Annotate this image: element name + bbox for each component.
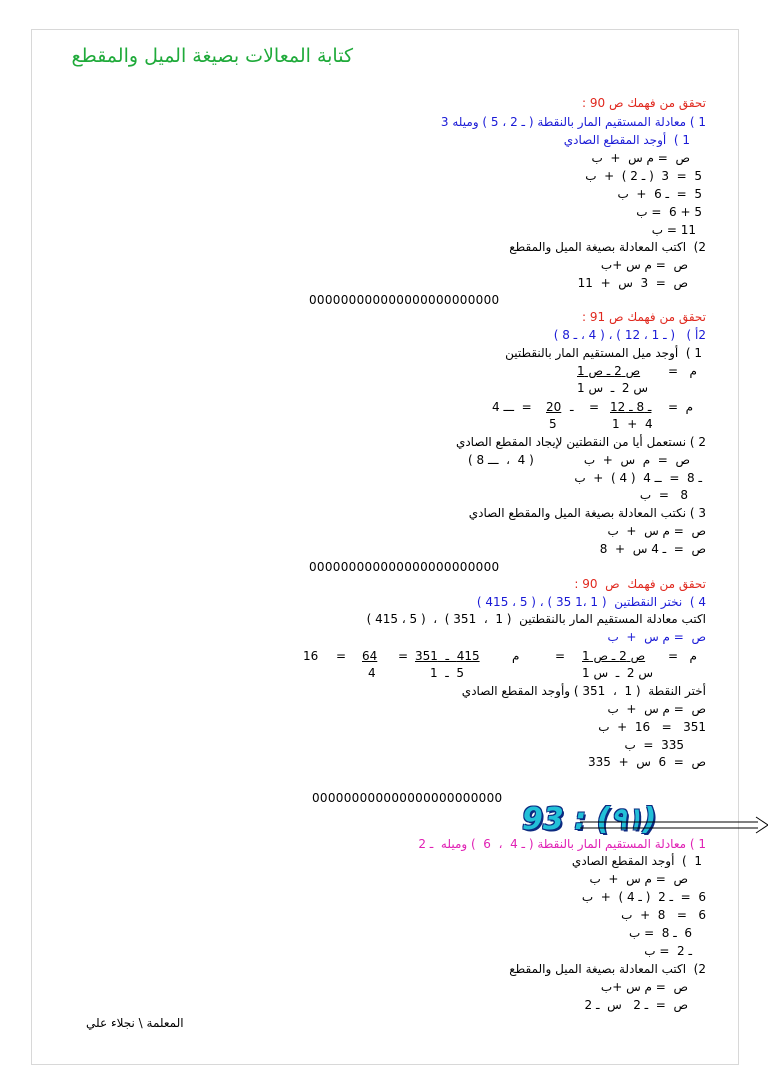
s4-line: ـ 2 = ب <box>644 944 692 958</box>
s1-heading: تحقق من فهمك ص 90 : <box>582 96 706 110</box>
s4-line: ص = م س +ب <box>600 980 688 994</box>
s1-line: 11 = ب <box>651 223 696 237</box>
slope-fraction-numerator: 20 <box>546 400 562 414</box>
s2-line: ص = م س + ب <box>607 524 706 538</box>
slope-label: م = <box>668 400 694 414</box>
slope-fraction-numerator: 415 ـ 351 <box>415 649 480 663</box>
s4-problem: 1 ) معادلة المستقيم المار بالنقطة ( ـ 4 ، 6 ) وميله ـ 2 <box>418 837 706 851</box>
s1-line: ص = 3 س + 11 <box>577 276 688 290</box>
slope-fraction-numerator: 64 <box>362 649 378 663</box>
slope-result: 16 <box>303 649 319 663</box>
minus-sign: ـ <box>570 400 574 414</box>
s4-line: 6 = 8 + ب <box>621 908 706 922</box>
s1-line: 5 = 3 ( ـ 2 ) + ب <box>585 169 702 183</box>
s2-step1: 1 ) أوجد ميل المستقيم المار بالنقطتين <box>505 346 702 360</box>
s4-line: ص = م س + ب <box>589 872 688 886</box>
s1-problem: 1 ) معادلة المستقيم المار بالنقطة ( ـ 2 ، 5 ) وميله 3 <box>440 115 706 129</box>
s2-line: 8 = ب <box>639 488 688 502</box>
s3-line: 351 = 16 + ب <box>598 720 706 734</box>
s1-line: 5 + 6 = ب <box>636 205 702 219</box>
slope-fraction-denominator: 5 ـ 1 <box>430 666 465 680</box>
slope-formula-numerator: ص 2 ـ ص 1 <box>582 649 646 663</box>
page-title: كتابة المعالات بصيغة الميل والمقطع <box>71 45 353 67</box>
s1-line: ص = م س +ب <box>600 258 688 272</box>
slope-result: = ـــ 4 <box>492 400 532 414</box>
teacher-name: المعلمة \ نجلاء علي <box>86 1016 184 1030</box>
equals-sign: = <box>398 649 409 663</box>
right-arrow-icon <box>580 815 768 835</box>
s3-line: ص = م س + ب <box>607 630 706 644</box>
s3-step: أختر النقطة ( 1 ، 351 ) وأوجد المقطع الصادي <box>461 684 706 698</box>
s4-line: 6 = ـ 2 ( ـ 4 ) + ب <box>581 890 706 904</box>
slope-fraction-numerator: ـ 8 ـ 12 <box>610 400 652 414</box>
separator: 000000000000000000000000 <box>312 791 503 805</box>
slope-fraction-denominator: 4 <box>368 666 376 680</box>
slope-formula-numerator: ص 2 ـ ص 1 <box>577 364 641 378</box>
slope-fraction-denominator: 4 + 1 <box>612 417 653 431</box>
s2-line: ص = م س + ب <box>583 453 690 467</box>
s3-task: اكتب معادلة المستقيم المار بالنقطتين ( 1 ، 351 ) ، ( 5 ، 415 ) <box>366 612 706 626</box>
s4-line: ص = ـ 2 س ـ 2 <box>584 998 688 1012</box>
s2-step3: 3 ) نكتب المعادلة بصيغة الميل والمقطع الصادي <box>468 506 706 520</box>
s3-line: 335 = ب <box>624 738 684 752</box>
s1-step2: 2) اكتب المعادلة بصيغة الميل والمقطع <box>509 240 706 254</box>
s3-problem: 4 ) نختر النقطتين ( 1 ،1 35 ) ، ( 5 ، 415 ) <box>476 595 706 609</box>
s3-line: ص = 6 س + 335 <box>588 755 706 769</box>
s4-step2: 2) اكتب المعادلة بصيغة الميل والمقطع <box>509 962 706 976</box>
slope-formula-denominator: س 2 ـ س 1 <box>577 381 648 395</box>
slope-label: م = <box>668 364 697 378</box>
s2-step2: 2 ) نستعمل أيا من النقطتين لإيجاد المقطع الصادي <box>455 435 706 449</box>
s3-line: ص = م س + ب <box>607 702 706 716</box>
slope-label: م <box>512 649 520 663</box>
equals-sign: = <box>589 400 600 414</box>
separator: 000000000000000000000000 <box>309 560 500 574</box>
s2-line: ـ 8 = ــ 4 ( 4 ) + ب <box>574 471 702 485</box>
s1-line: ص = م س + ب <box>591 151 690 165</box>
s4-line: 6 ـ 8 = ب <box>628 926 692 940</box>
separator: 000000000000000000000000 <box>309 293 500 307</box>
s1-line: 5 = ـ 6 + ب <box>617 187 702 201</box>
s2-problem: 2أ ) ( ـ 1 ، 12 ) ، ( 4 ، ـ 8 ) <box>553 328 706 342</box>
slope-label: م = <box>668 649 697 663</box>
s1-step1: 1 ) أوجد المقطع الصادي <box>563 133 690 147</box>
slope-fraction-denominator: 5 <box>549 417 557 431</box>
s4-step1: 1 ) أوجد المقطع الصادي <box>571 854 702 868</box>
s3-heading: تحقق من فهمك ص 90 : <box>574 577 706 591</box>
chosen-point: ( 4 ، ـــ 8 ) <box>468 453 534 467</box>
equals-sign: = <box>336 649 347 663</box>
slope-formula-denominator: س 2 ـ س 1 <box>582 666 653 680</box>
s2-line: ص = ـ 4 س + 8 <box>599 542 706 556</box>
equals-sign: = <box>555 649 566 663</box>
wordart-page-number: (٩١) : 93 <box>522 802 657 837</box>
s2-heading: تحقق من فهمك ص 91 : <box>582 310 706 324</box>
